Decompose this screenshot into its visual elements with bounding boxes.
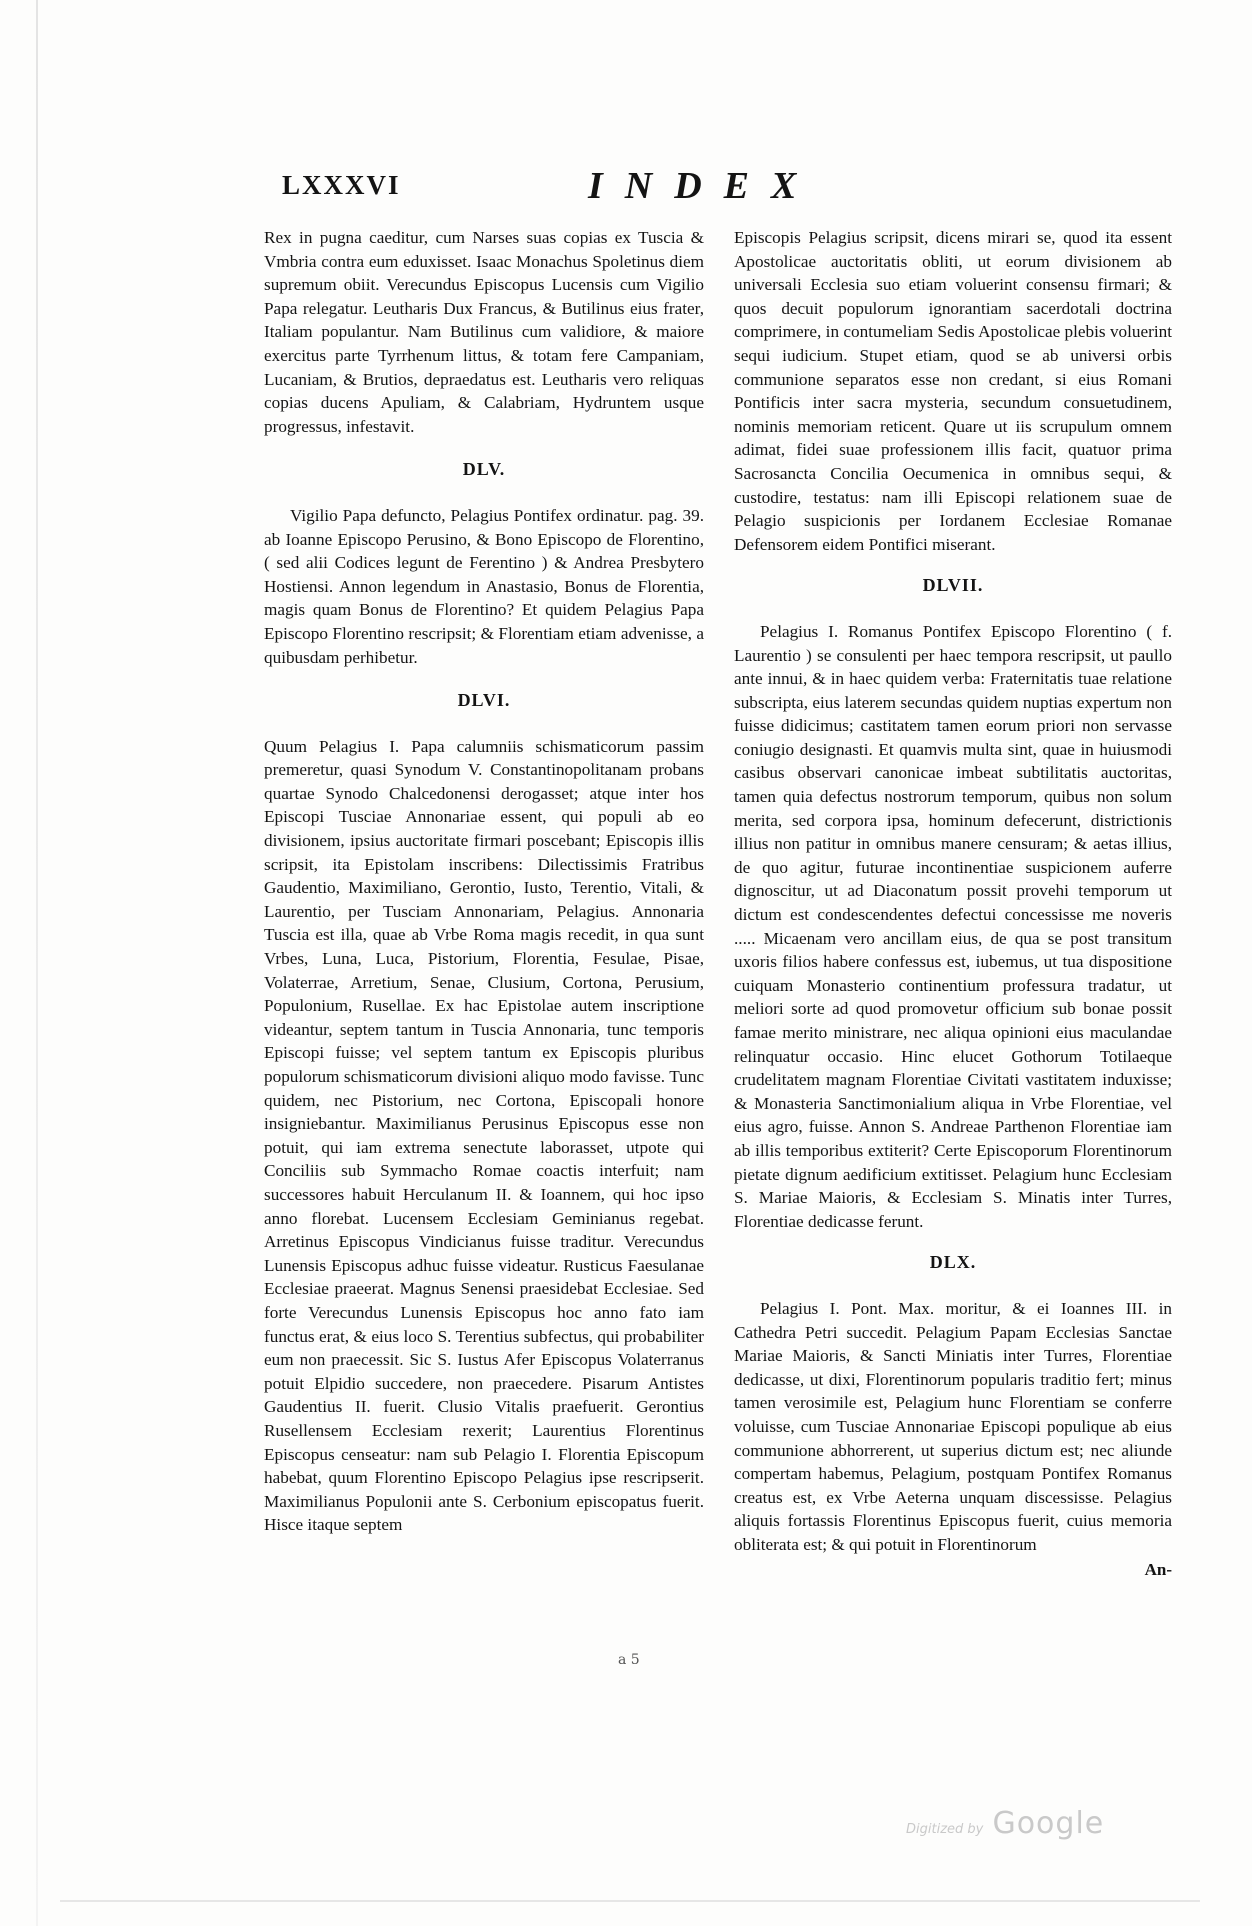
watermark-prefix: Digitized by — [906, 1822, 984, 1837]
section-heading: DLV. — [462, 459, 506, 480]
paragraph: Rex in pugna caeditur, cum Narses suas copias ex Tuscia & Vmbria contra eum eduxisset. Isaac Monachus Spoletinus diem supremum obiit. Verecundus Episcopus Lucensis cum Vigilio Papa relegatur. Leutharis Dux Francus, & Butilinus eius frater, Italiam populantur. Nam Butilinus cum validiore, & maiore exercitus parte Tyrrhenum littus, & totam fere Campaniam, Lucaniam, & Brutios, depraedatus est. Leutharis vero reliquas copias ducens Apuliam, & Calabriam, Hydruntem usque progressus, infestavit. — [264, 228, 704, 436]
paragraph: Episcopis Pelagius scripsit, dicens mirari se, quod ita essent Apostolicae auctoritatis obliti, ut eorum divisionem ab universali Ecclesia suo etiam voluerint consensu firmari; & quos decuit populorum ignorantiam sacerdotali doctrina comprimere, in contumeliam Sedis Apostolicae plebis voluerint sequi iudicium. Stupet etiam, quod se ab universi orbis communione separatos esse non credant, si eius Romani Pontificis inter sacra mysteria, secundum consuetudinem, nominis memoriam reticent. Quare ut iis scrupulum omnem adimat, fidei suae professionem illis facit, quatuor prima Sacrosancta Concilia Oecumenica in omnibus sequi, & custodire, testatus: nam illi Episcopi relationem suae de Pelagio suspicionis per Iordanem Ecclesiae Romanae Defensorem eidem Pontifici miserant. — [734, 228, 1172, 554]
page-bottom-edge — [60, 1900, 1200, 1902]
paragraph: Pelagius I. Romanus Pontifex Episcopo Florentino ( f. Laurentio ) se consulenti per haec tempora rescripsit, ut paullo ante innui, & in haec quidem verba: Fraternitatis tuae relatione subscripta, eius laterem secundas quidem nuptias expertum non fuisse didicimus; castitatem tamen eorum priori non servasse coniugio designasti. Et quamvis multa sint, quae in huiusmodi casibus observari canonicae imbeat subtilitatis auctoritas, tamen quia defectus nostrorum temporum, quibus non solum merita, sed corpora ipsa, hominum defecerunt, districtionis illius non patitur in omnibus manere censuram; & aetas illius, de quo agitur, futurae incontinentiae suspicionem auferre dignoscitur, ut ad Diaconatum possit provehi temporum ut dictum est condescendentes defectui concessisse me noveris ..... Micaenam vero ancillam eius, de qua se post transitum uxoris filios habere confessus est, iubemus, ut tua dispositione cuiquam Monasterio continentium professura tradatur, ut meliori sorte ad quod promovetur officium sub bonae possit famae merito ministrare, nec aliqua opinioni eius maculandae relinquatur occasio. Hinc elucet Gothorum Totilaeque crudelitatem magnam Florentiae Civitati vastitatem induxisse; & Monasteria Sanctimonialium aliqua in Vrbe Florentiae, vel eius agro, fuisse. Annon S. Andreae Parthenon Florentiae iam ab illis temporibus extiterit? Certe Episcoporum Florentinorum pietate dignum aedificium extitisset. Pelagium hunc Ecclesiam S. Mariae Maioris, & Ecclesiam S. Minatis inter Turres, Florentiae dedicasse ferunt. — [734, 621, 1172, 1231]
watermark-logo: Google — [992, 1806, 1105, 1841]
page-header — [282, 164, 1142, 212]
signature-mark: a 5 — [618, 1652, 640, 1668]
paragraph: Quum Pelagius I. Papa calumniis schismaticorum passim premeretur, quasi Synodum V. Constantinopolitanam probans quartae Synodo Chalcedonensi derogasset; atque inter hos Episcopi Tusciae Annonariae essent, qui populi ab eo divisionem, ipsius auctoritate firmari poscebant; Episcopis illis scripsit, ita Epistolam inscribens: Dilectissimis Fratribus Gaudentio, Maximiliano, Gerontio, Iusto, Terentio, Vitali, & Laurentio, per Tusciam Annonariam, Pelagius. Annonaria Tuscia est illa, quae ab Vrbe Roma magis recedit, in qua sunt Vrbes, Luna, Luca, Pistorium, Florentia, Fesulae, Pisae, Volaterrae, Arretium, Senae, Clusium, Cortona, Perusium, Populonium, Rusellae. Ex hac Epistolae autem inscriptione videantur, septem tantum in Tuscia Annonaria, tunc temporis Episcopi fuisse; vel septem tantum ex Episcopis pluribus populorum schismaticorum divisioni aliquo modo favisse. Tunc quidem, nec Pistorium, nec Cortona, Episcopali honore insigniebantur. Maximilianus Perusinus Episcopus esse non potuit, qui iam extrema senectute laborasset, utpote qui Conciliis sub Symmacho Romae coactis interfuit; nam successores habuit Herculanum II. & Ioannem, qui hoc ipso anno florebat. Lucensem Ecclesiam Geminianus regebat. Arretinus Episcopus Vindicianus fuisse traditur. Verecundus Lunensis Episcopus adhuc fuisse videatur. Rusticus Faesulanae Ecclesiae praeerat. Magnus Senensi praesidebat Ecclesiae. Sed forte Verecundus Lunensis Episcopus hoc anno fato iam functus erat, & eius loco S. Terentius subfectus, qui probabiliter eum non praecessit. Sic S. Iustus Afer Episcopus Volaterranus potuit Elpidio succedere, non praecedere. Pisarum Antistes Gaudentius II. fuerit. Clusio Vitalis praefuerit. Gerontius Rusellensem Ecclesiam rexerit; Laurentius Florentinus Episcopus censeatur: nam sub Pelagio I. Florentia Episcopum habebat, quum Florentino Episcopo Pelagius ipse rescripserit. Maximilianus Populonii ante S. Cerbonium episcopatus fuerit. Hisce itaque septem — [264, 736, 704, 1535]
page-number: LXXXVI — [282, 170, 401, 200]
digitization-watermark — [906, 1806, 1104, 1841]
catchword: An- — [1144, 1560, 1172, 1580]
right-column — [734, 226, 1172, 1582]
section-heading: DLVI. — [457, 690, 511, 711]
left-column — [264, 226, 704, 1537]
section-heading: DLVII. — [922, 575, 984, 596]
running-title: INDEX — [588, 165, 819, 207]
paragraph: Vigilio Papa defuncto, Pelagius Pontifex ordinatur. pag. 39. ab Ioanne Episcopo Perusino, & Bono Episcopo de Florentino, ( sed alii Codices legunt de Ferentino ) & Andrea Presbytero Hostiensi. Annon legendum in Anastasio, Bonus de Florentia, magis quam Bonus de Florentino? Et quidem Pelagius Papa Episcopo Florentino rescripsit; & Florentiam etiam advenisse, a quibusdam perhibetur. — [264, 505, 704, 667]
paragraph: Pelagius I. Pont. Max. moritur, & ei Ioannes III. in Cathedra Petri succedit. Pelagium Papam Ecclesias Sanctae Mariae Maioris, & Sancti Miniatis inter Turres, Florentiae dedicasse, ut dixi, Florentinorum popularis traditio fert; minus tamen verosimile est, Pelagium hunc Florentiam se conferre voluisse, cum Tusciae Annonariae Episcopi populique ab eius communione abhorrerent, ut superius dictum est; nec aliunde compertam habemus, Pelagium, postquam Pontifex Romanus creatus est, ex Vrbe Aeterna unquam discessisse. Pelagius aliquis fortassis Florentinus Episcopus fuerit, cuius memoria obliterata est; & qui potuit in Florentinorum — [734, 1298, 1172, 1554]
section-heading: DLX. — [929, 1252, 977, 1273]
page-edge-shadow — [36, 0, 38, 1926]
